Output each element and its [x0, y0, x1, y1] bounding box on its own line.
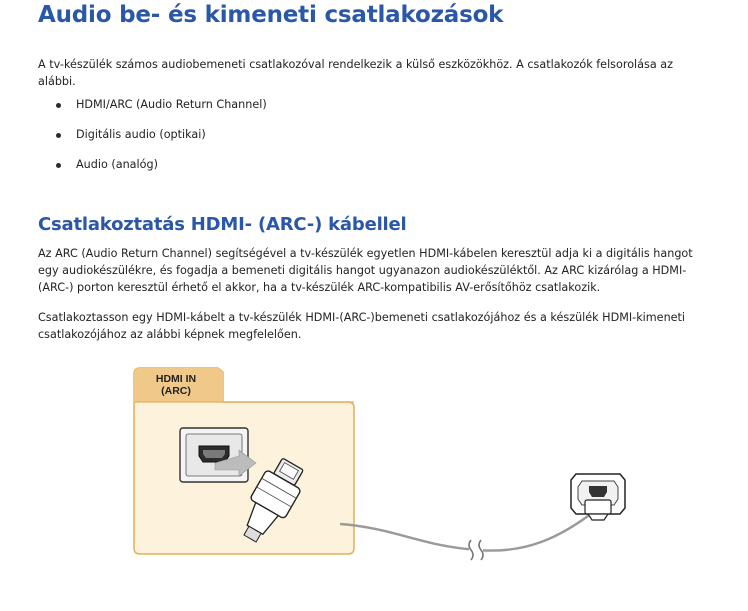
arc-paragraph: Az ARC (Audio Return Channel) segítségével a tv-készülék egyetlen HDMI-kábelen keresztül adja ki a digitális hangot egy audiokészülékre, és fogadja a bemeneti digitális hangot ugyanazon audiokészüléktől. Az ARC kizárólag a HDMI- (ARC-) porton keresztül érhető el akkor, ha a tv-készülék ARC-kompatibilis AV-erősítőhöz csatlakozik. — [38, 247, 693, 294]
port-label-line1: HDMI IN — [155, 373, 197, 385]
list-item — [38, 96, 267, 126]
section-heading: Csatlakoztatás HDMI- (ARC-) kábellel — [38, 214, 407, 235]
device-hdmi-port-icon — [571, 474, 625, 520]
connector-label: Audio (analóg) — [76, 158, 158, 171]
list-item — [38, 126, 267, 156]
hdmi-cable — [340, 510, 596, 551]
hdmi-connection-diagram — [0, 350, 748, 611]
intro-paragraph: A tv-készülék számos audiobemeneti csatlakozóval rendelkezik a külső eszközökhöz. A csatlakozók felsorolása az alábbi. — [38, 58, 673, 88]
tv-hdmi-port-icon — [180, 428, 248, 482]
list-item — [38, 156, 267, 186]
bullet-icon — [56, 163, 61, 168]
connector-list — [38, 96, 267, 186]
connector-label: Digitális audio (optikai) — [76, 128, 206, 141]
page-title: Audio be- és kimeneti csatlakozások — [38, 2, 504, 28]
port-label-line2: (ARC) — [161, 385, 191, 397]
bullet-icon — [56, 133, 61, 138]
instruction-paragraph: Csatlakoztasson egy HDMI-kábelt a tv-készülék HDMI-(ARC-)bemeneti csatlakozójához és a készülék HDMI-kimeneti csatlakozójához az alábbi képnek megfelelően. — [38, 311, 686, 341]
connector-label: HDMI/ARC (Audio Return Channel) — [76, 98, 267, 111]
bullet-icon — [56, 103, 61, 108]
